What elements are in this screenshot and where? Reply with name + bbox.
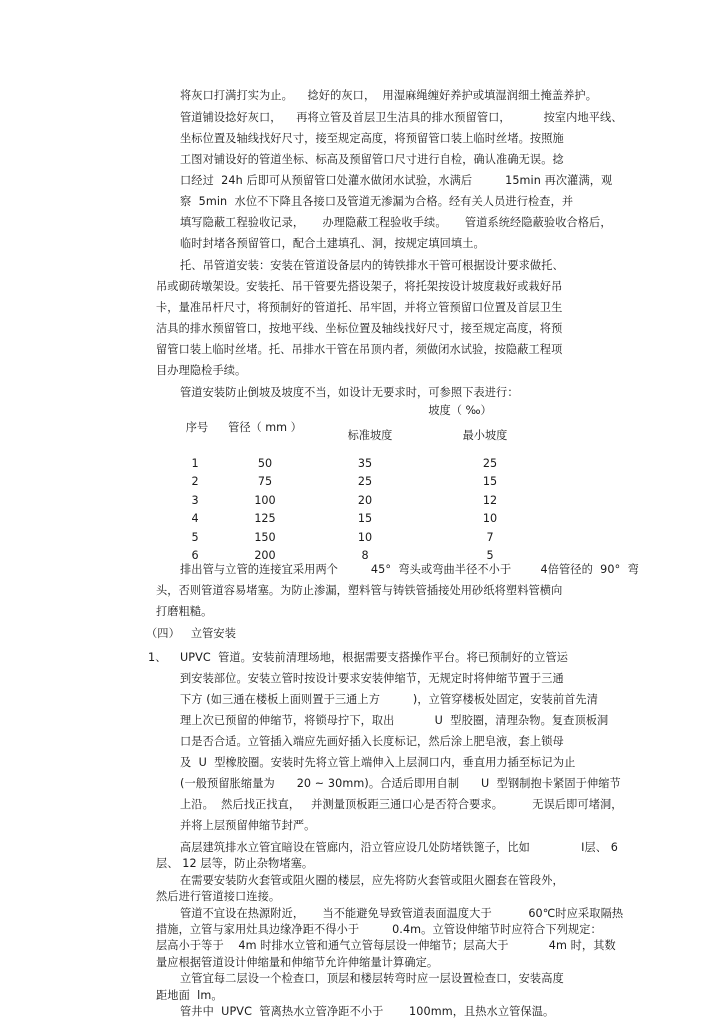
text-line: 卡，量准吊杆尺寸，将预制好的管道托、吊牢固，并将立管预留口位置及首层卫生 bbox=[156, 301, 563, 314]
cell-diameter: 100 bbox=[254, 494, 276, 507]
cell-standard: 35 bbox=[357, 457, 373, 470]
text-line: 措施，立管与家用灶具边缘净距不得小于 0.4m。立管设伸缩节时应符合下列规定： bbox=[156, 923, 602, 936]
text-line: 将灰口打满打实为止。 捻好的灰口， 用湿麻绳缠好养护或填湿润细土掩盖养护。 bbox=[180, 89, 598, 102]
text-line: 临时封堵各预留管口，配合土建填孔、洞，按规定填回填土。 bbox=[180, 237, 485, 250]
cell-standard: 10 bbox=[357, 531, 373, 544]
cell-minimum: 25 bbox=[482, 457, 498, 470]
cell-diameter: 50 bbox=[257, 457, 273, 470]
text-line: 口经过 24h 后即可从预留管口处灌水做闭水试验，水满后 15min 再次灌满，观 bbox=[180, 174, 613, 187]
cell-minimum: 7 bbox=[486, 531, 494, 544]
text-line: 下方 (如三通在楼板上面则置于三通上方 )，立管穿楼板处固定，安装前首先清 bbox=[180, 693, 598, 706]
cell-diameter: 75 bbox=[257, 475, 273, 488]
text-line: 高层建筑排水立管宜暗设在管廊内，沿立管应设几处防堵铁篦子，比如 Ⅰ层、 6 bbox=[180, 841, 618, 854]
text-line: 打磨粗糙。 bbox=[156, 605, 213, 618]
table-header-minimum: 最小坡度 bbox=[462, 429, 508, 442]
cell-standard: 8 bbox=[361, 549, 369, 562]
text-line: 填写隐蔽工程验收记录， 办理隐蔽工程验收手续。 管道系统经隐蔽验收合格后， bbox=[180, 216, 612, 229]
table-header-standard: 标准坡度 bbox=[347, 429, 393, 442]
table-header-diameter: 管径（ mm ） bbox=[228, 421, 302, 434]
section-heading: （四） 立管安装 bbox=[146, 627, 236, 640]
cell-diameter: 125 bbox=[254, 512, 276, 525]
text-line: 工图对铺设好的管道坐标、标高及预留管口尺寸进行自检，确认准确无误。捻 bbox=[180, 153, 564, 166]
text-line: 层高小于等于 4m 时排水立管和通气立管每层设一伸缩节；层高大于 4m 时，其数 bbox=[156, 939, 616, 952]
table-header-slope-group: 坡度（ ‰） bbox=[428, 404, 492, 417]
text-line: 坐标位置及轴线找好尺寸，接至规定高度，将预留管口装上临时丝堵。按照施 bbox=[180, 132, 564, 145]
cell-seq: 5 bbox=[191, 531, 199, 544]
cell-seq: 6 bbox=[191, 549, 199, 562]
cell-standard: 25 bbox=[357, 475, 373, 488]
text-line: 管井中 UPVC 管离热水立管净距不小于 100mm，且热水立管保温。 bbox=[180, 1005, 555, 1018]
table-header-seq: 序号 bbox=[185, 421, 209, 434]
text-line: (一般预留胀缩量为 20 ~ 30mm)。合适后即用自制 U 型钢制抱卡紧固于伸缩节 bbox=[180, 777, 621, 790]
cell-diameter: 200 bbox=[254, 549, 276, 562]
text-line: 头，否则管道容易堵塞。为防止渗漏，塑料管与铸铁管插接处用砂纸将塑料管横向 bbox=[156, 584, 563, 597]
text-line: 并将上层预留伸缩节封严。 bbox=[180, 819, 316, 832]
list-item-number: 1、 bbox=[148, 651, 167, 664]
cell-seq: 4 bbox=[191, 512, 199, 525]
text-line: 层、 12 层等，防止杂物堵塞。 bbox=[156, 857, 314, 870]
text-line: 管道安装防止倒坡及坡度不当，如设计无要求时，可参照下表进行： bbox=[180, 386, 519, 399]
text-line: 上沿。 然后找正找直， 并测量顶板距三通口心是否符合要求。 无误后即可堵洞， bbox=[180, 798, 623, 811]
cell-seq: 2 bbox=[191, 475, 199, 488]
cell-minimum: 10 bbox=[482, 512, 498, 525]
text-line: UPVC 管道。安装前清理场地，根据需要支搭操作平台。将已预制好的立管运 bbox=[180, 651, 569, 664]
text-line: 在需要安装防火套管或阻火圈的楼层，应先将防火套管或阻火圈套在管段外， bbox=[180, 874, 564, 887]
text-line: 吊或砌砖墩架设。安装托、吊干管要先搭设架子，将托架按设计坡度栽好或栽好吊 bbox=[156, 280, 563, 293]
cell-standard: 15 bbox=[357, 512, 373, 525]
text-line: 托、吊管道安装：安装在管道设备层内的铸铁排水干管可根据设计要求做托、 bbox=[180, 259, 564, 272]
text-line: 管道铺设捻好灰口， 再将立管及首层卫生洁具的排水预留管口， 按室内地平线、 bbox=[180, 111, 623, 124]
cell-standard: 20 bbox=[357, 494, 373, 507]
text-line: 距地面 lm。 bbox=[156, 989, 223, 1002]
text-line: 立管宜每二层设一个检查口，顶层和楼层转弯时应一层设置检查口，安装高度 bbox=[180, 972, 564, 985]
cell-diameter: 150 bbox=[254, 531, 276, 544]
cell-minimum: 5 bbox=[486, 549, 494, 562]
text-line: 口是否合适。立管插入端应先画好插入长度标记，然后涂上肥皂液，套上锁母 bbox=[180, 735, 564, 748]
text-line: 理上次已预留的伸缩节，将锁母拧下，取出 U 型胶圈，清理杂物。复查顶板洞 bbox=[180, 714, 609, 727]
text-line: 排出管与立管的连接宜采用两个 45° 弯头或弯曲半径不小于 4倍管径的 90° 弯 bbox=[180, 563, 639, 576]
text-line: 察 5min 水位不下降且各接口及管道无渗漏为合格。经有关人员进行检查，并 bbox=[180, 195, 574, 208]
cell-minimum: 15 bbox=[482, 475, 498, 488]
cell-minimum: 12 bbox=[482, 494, 498, 507]
text-line: 目办理隐检手续。 bbox=[156, 364, 247, 377]
text-line: 到安装部位。安装立管时按设计要求安装伸缩节，无规定时将伸缩节置于三通 bbox=[180, 672, 564, 685]
cell-seq: 3 bbox=[191, 494, 199, 507]
text-line: 然后进行管道接口连接。 bbox=[156, 890, 281, 903]
text-line: 量应根据管道设计伸缩量和伸缩节允许伸缩量计算确定。 bbox=[156, 956, 439, 969]
cell-seq: 1 bbox=[191, 457, 199, 470]
text-line: 及 U 型橡胶圈。安装时先将立管上端伸入上层洞口内，垂直用力插至标记为止 bbox=[180, 756, 576, 769]
text-line: 管道不宜设在热源附近， 当不能避免导致管道表面温度大于 60℃时应采取隔热 bbox=[180, 907, 624, 920]
text-line: 洁具的排水预留管口，按地平线、坐标位置及轴线找好尺寸，接至规定高度，将预 bbox=[156, 322, 563, 335]
text-line: 留管口装上临时丝堵。托、吊排水干管在吊顶内者，须做闭水试验，按隐蔽工程项 bbox=[156, 343, 563, 356]
